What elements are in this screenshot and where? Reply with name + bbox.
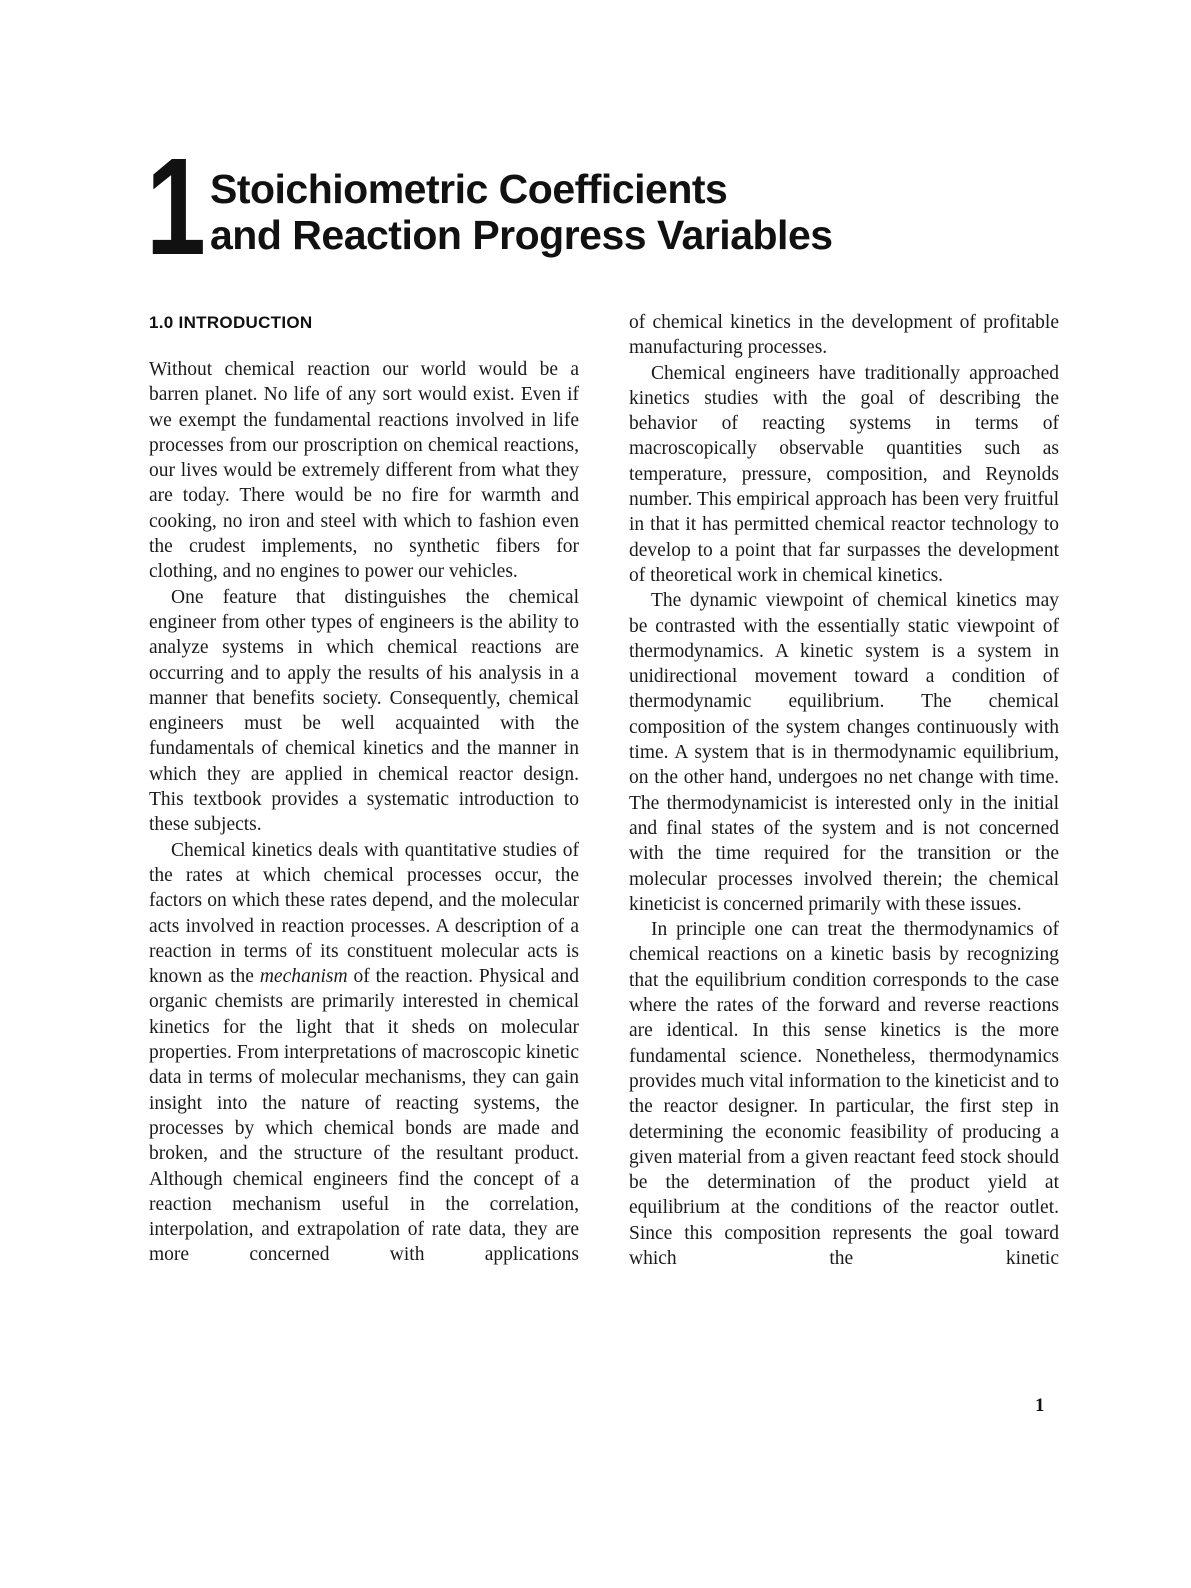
paragraph-with-emphasis: [149, 838, 579, 1268]
section-heading: 1.0 INTRODUCTION: [149, 313, 313, 332]
right-column: [629, 310, 1059, 1271]
paragraph: Chemical engineers have traditionally approached kinetics studies with the goal of describing the behavior of reacting systems in terms of macroscopically observable quantities such as temperature, pressure, composition, and Reynolds number. This empirical approach has been very fruitful in that it has permitted chemical reactor technology to develop to a point that far surpasses the development of theoretical work in chemical kinetics.: [629, 362, 1059, 586]
paragraph-text: Chemical kinetics deals with quantitative studies of the rates at which chemical processes occur, the factors on which these rates depend, and the molecular acts involved in reaction processes. A description of a reaction in terms of its constituent molecular acts is known as the: [149, 839, 579, 988]
paragraph: The dynamic viewpoint of chemical kinetics may be contrasted with the essentially static viewpoint of thermodynamics. A kinetic system is a system in unidirectional movement toward a condition of thermodynamic equilibrium. The chemical composition of the system changes continuously with time. A system that is in thermodynamic equilibrium, on the other hand, undergoes no net change with time. The thermodynamicist is interested only in the initial and final states of the system and is not concerned with the time required for the transition or the molecular processes involved therein; the chemical kineticist is concerned primarily with these issues.: [629, 590, 1059, 915]
paragraph: One feature that distinguishes the chemical engineer from other types of engineers is the ability to analyze systems in which chemical reactions are occurring and to apply the results of his analysis in a manner that benefits society. Consequently, chemical engineers must be well acquainted with the fundamentals of chemical kinetics and the manner in which they are applied in chemical reactor design. This textbook provides a systematic introduction to these subjects.: [149, 586, 579, 836]
chapter-header: [146, 130, 1050, 284]
paragraph-continued: of chemical kinetics in the development of profitable manufacturing processes.: [629, 312, 1059, 359]
paragraph-text: of the reaction. Physical and organic chemists are primarily interested in chemical kinetics for the light that it sheds on molecular properties. From interpretations of macroscopic kinetic data in terms of molecular mechanisms, they can gain insight into the nature of reacting systems, the processes by which chemical bonds are made and broken, and the structure of the resultant product. Although chemical engineers find the concept of a reaction mechanism useful in the correlation, interpolation, and extrapolation of rate data, they are more concerned with applications: [149, 966, 579, 1266]
emphasis-term: mechanism: [259, 966, 348, 988]
paragraph: In principle one can treat the thermodynamics of chemical reactions on a kinetic basis by recognizing that the equilibrium condition corresponds to the case where the rates of the forward and reverse reactions are identical. In this sense kinetics is the more fundamental science. Nonetheless, thermodynamics provides much vital information to the kineticist and to the reactor designer. In particular, the first step in determining the economic feasibility of producing a given material from a given reactant feed stock should be the determination of the product yield at equilibrium at the conditions of the reactor outlet. Since this composition represents the goal toward which the kinetic: [629, 919, 1059, 1269]
chapter-number: 1: [146, 130, 206, 284]
page-number: 1: [1035, 1395, 1045, 1416]
chapter-title-line-2: and Reaction Progress Variables: [210, 212, 833, 258]
left-column: [149, 310, 579, 1268]
paragraph: Without chemical reaction our world would be a barren planet. No life of any sort would exist. Even if we exempt the fundamental reactions involved in life processes from our proscription on chemical reactions, our lives would be extremely different from what they are today. There would be no fire for warmth and cooking, no iron and steel with which to fashion even the crudest implements, no synthetic fibers for clothing, and no engines to power our vehicles.: [149, 359, 579, 583]
chapter-title: [210, 166, 833, 258]
chapter-title-line-1: Stoichiometric Coefficients: [210, 166, 728, 212]
